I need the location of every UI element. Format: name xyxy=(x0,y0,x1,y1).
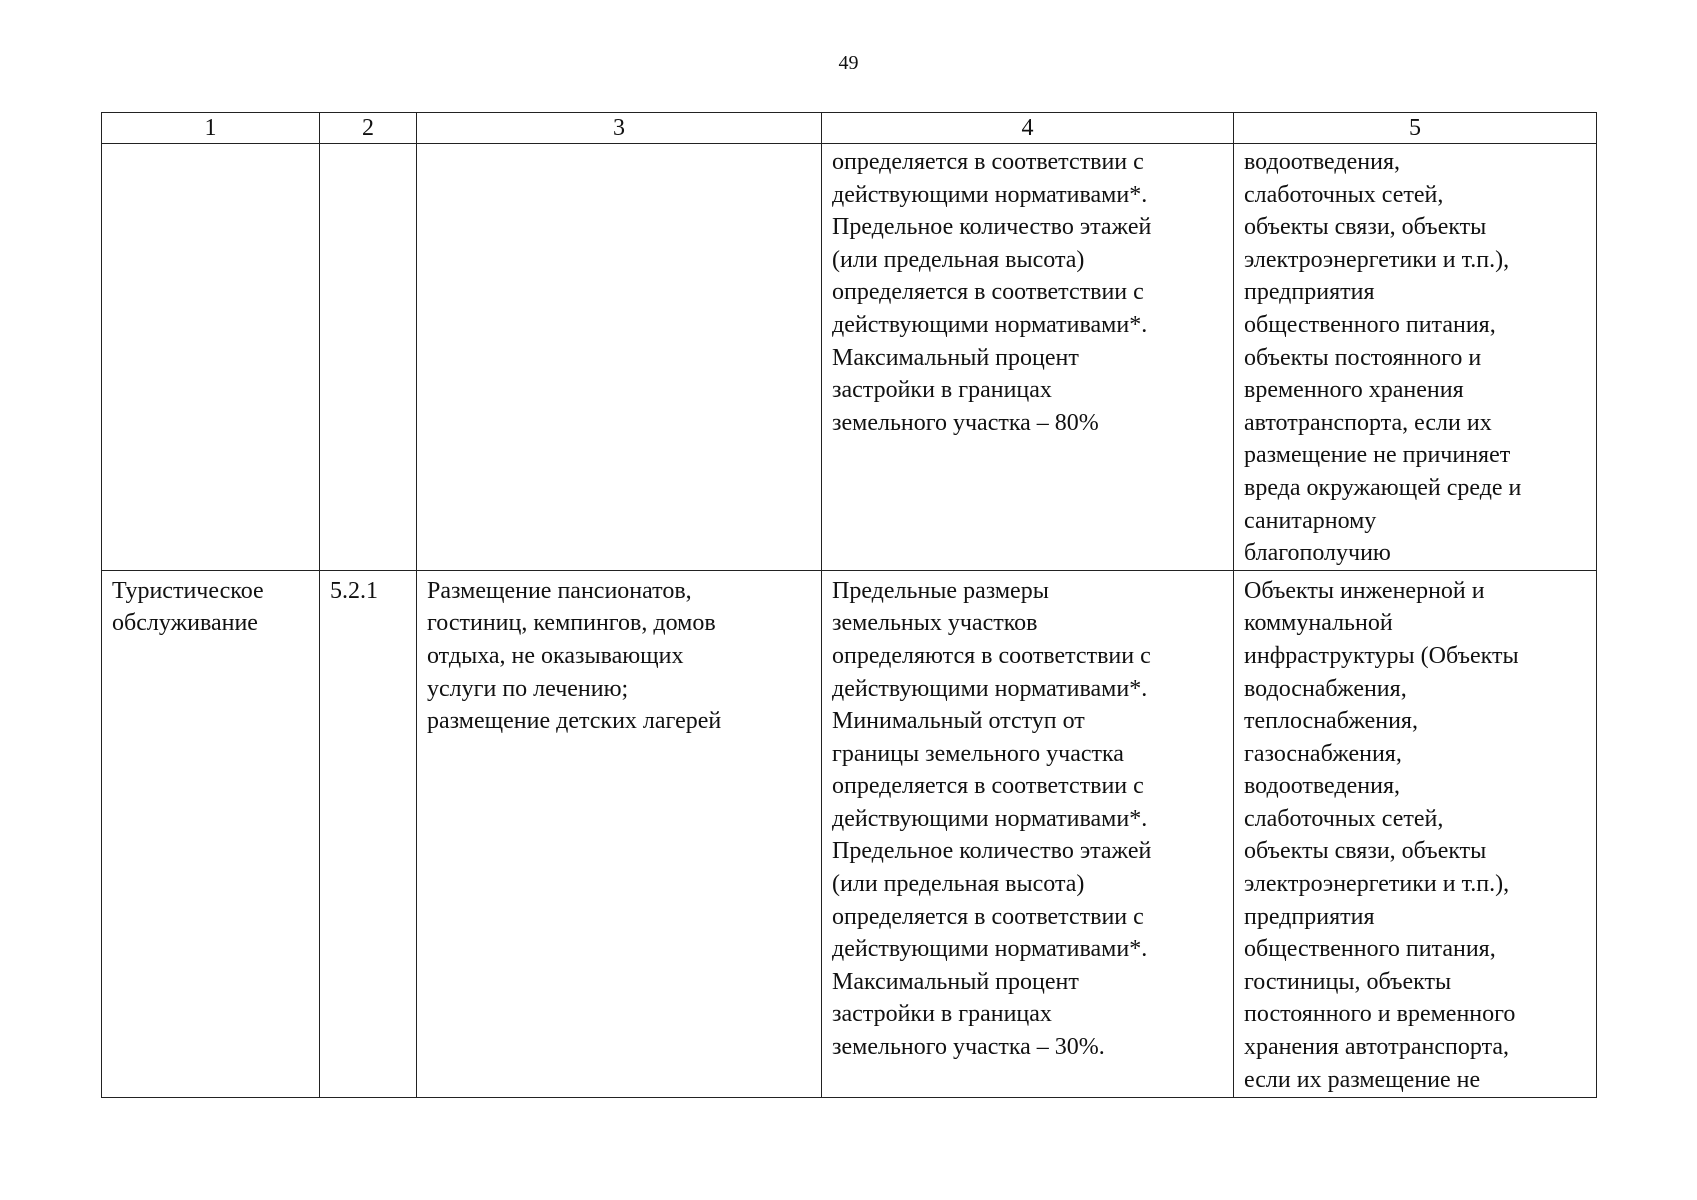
table-row xyxy=(102,144,1597,571)
building-parameters-cell: Предельные размеры земельных участков определяются в соответствии с действующими нормативами*. Минимальный отступ от границы земельного участка определяется в соответствии с действующими нормативами*. Предельное количество этажей (или предельная высота) определяется в соответствии с действующими нормативами*. Максимальный процент застройки в границах земельного участка – 30%. xyxy=(822,570,1234,1097)
use-type-name-cell: Туристическое обслуживание xyxy=(102,570,320,1097)
building-parameters-cell: определяется в соответствии с действующими нормативами*. Предельное количество этажей (или предельная высота) определяется в соответствии с действующими нормативами*. Максимальный процент застройки в границах земельного участка – 80% xyxy=(822,144,1234,571)
table-header-row xyxy=(102,113,1597,144)
permitted-objects-cell: водоотведения, слаботочных сетей, объекты связи, объекты электроэнергетики и т.п.), предприятия общественного питания, объекты постоянного и временного хранения автотранспорта, если их размещение не причиняет вреда окружающей среде и санитарному благополучию xyxy=(1234,144,1597,571)
column-header-4: 4 xyxy=(822,113,1234,144)
use-description-cell: Размещение пансионатов, гостиниц, кемпингов, домов отдыха, не оказывающих услуги по лечению; размещение детских лагерей xyxy=(417,570,822,1097)
permitted-objects-cell: Объекты инженерной и коммунальной инфраструктуры (Объекты водоснабжения, теплоснабжения, газоснабжения, водоотведения, слаботочных сетей, объекты связи, объекты электроэнергетики и т.п.), предприятия общественного питания, гостиницы, объекты постоянного и временного хранения автотранспорта, если их размещение не xyxy=(1234,570,1597,1097)
use-description-cell xyxy=(417,144,822,571)
column-header-1: 1 xyxy=(102,113,320,144)
use-type-name-cell xyxy=(102,144,320,571)
page-number: 49 xyxy=(838,52,859,74)
column-header-3: 3 xyxy=(417,113,822,144)
table-row xyxy=(102,570,1597,1097)
use-type-code-cell: 5.2.1 xyxy=(320,570,417,1097)
use-type-code-cell xyxy=(320,144,417,571)
land-use-table xyxy=(101,112,1597,1098)
column-header-5: 5 xyxy=(1234,113,1597,144)
column-header-2: 2 xyxy=(320,113,417,144)
